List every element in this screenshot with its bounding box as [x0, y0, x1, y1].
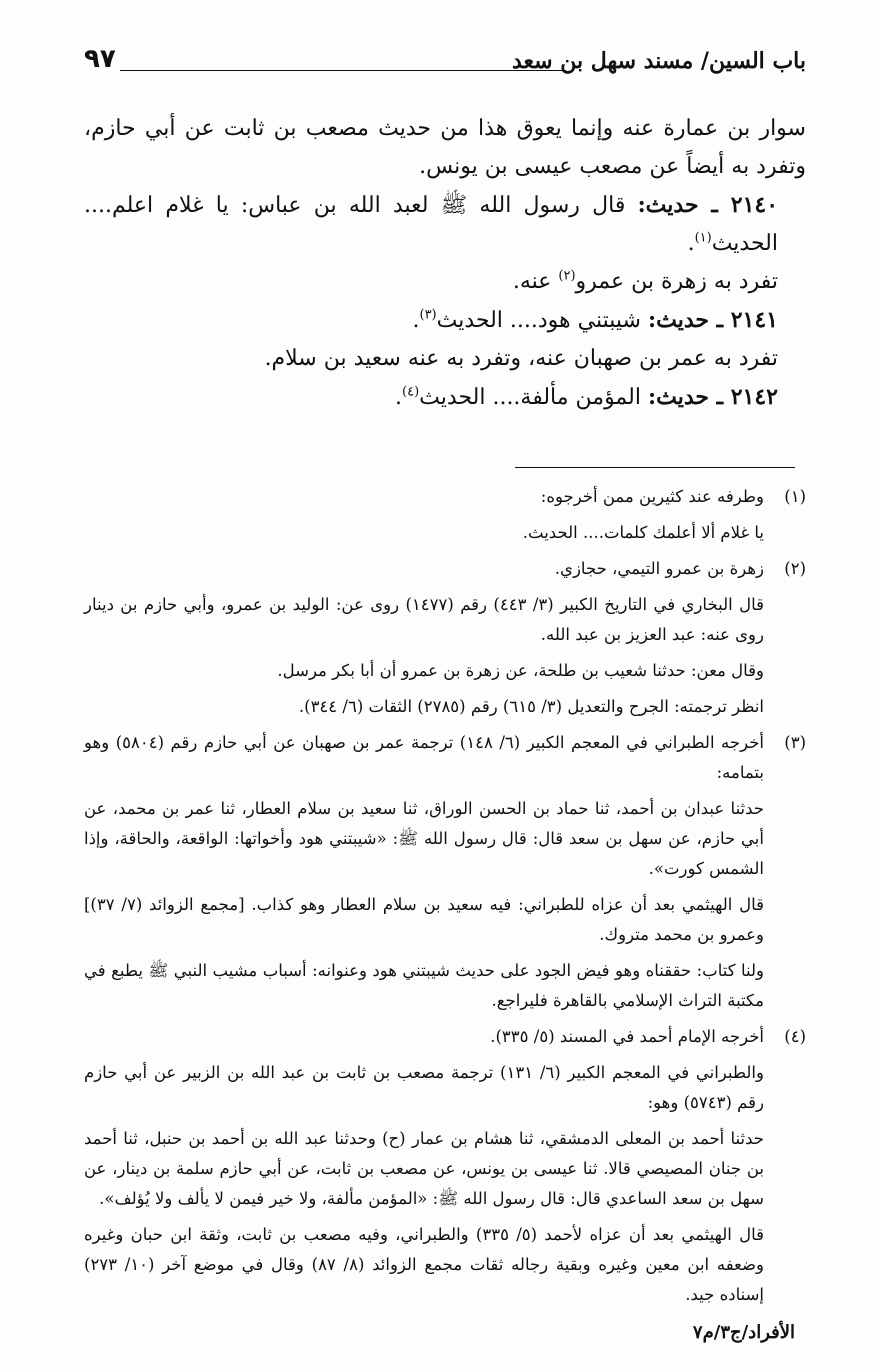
hadith-number: ٢١٤٠ ـ حديث:	[637, 192, 779, 218]
intro-paragraph: سوار بن عمارة عنه وإنما يعوق هذا من حديث مصعب بن ثابت عن أبي حازم، وتفرد به أيضاً عن مصعب عيسى بن يونس.	[84, 116, 806, 179]
header-rule	[120, 70, 566, 71]
main-text	[84, 110, 806, 417]
running-header	[84, 44, 806, 78]
hadith-2141: ٢١٤١ ـ حديث: شيبتني هود.... الحديث$^{(٣)}$.	[412, 307, 778, 333]
footnotes	[84, 482, 806, 1316]
hadith-text: شيبتني هود.... الحديث	[436, 308, 641, 333]
footnote-2: (٢) زهرة بن عمرو التيمي، حجازي. قال البخاري في التاريخ الكبير (٣/ ٤٤٣) رقم (١٤٧٧) روى عن: الوليد بن عمرو، وأبي حازم بن دينار روى عنه: عبد العزيز بن عبد الله. وقال معن: حدثنا شعيب بن طلحة، عن زهرة بن عمرو أن أبا بكر مرسل. انظر ترجمته: الجرح والتعديل (٣/ ٦١٥) رقم (٢٧٨٥) الثقات (٦/ ٣٤٤).	[84, 554, 806, 722]
line-2140-note: تفرد به زهرة بن عمرو$^{(٢)}$ عنه.	[512, 268, 778, 294]
footnote-1: (١) وطرفه عند كثيرين ممن أخرجوه: يا غلام ألا أعلمك كلمات.... الحديث.	[84, 482, 806, 548]
footnote-ref: (١)	[694, 230, 712, 246]
footnote-mark: (٣)	[784, 733, 806, 752]
line-2141-note: تفرد به عمر بن صهبان عنه، وتفرد به عنه سعيد بن سلام.	[264, 346, 778, 371]
hadith-2142: ٢١٤٢ ـ حديث: المؤمن مألفة.... الحديث$^{(٤)}$.	[395, 384, 778, 410]
footnote-ref: (٢)	[558, 268, 576, 284]
footnote-4: (٤) أخرجه الإمام أحمد في المسند (٥/ ٣٣٥). والطبراني في المعجم الكبير (٦/ ١٣١) ترجمة مصعب بن ثابت بن عبد الله بن الزبير عن أبي حازم رقم (٥٧٤٣) وهو: حدثنا أحمد بن المعلى الدمشقي، ثنا هشام بن عمار (ح) وحدثنا عبد الله بن أحمد بن حنبل، ثنا أحمد بن جنان المصيصي قالا. ثنا عيسى بن يونس، عن مصعب بن ثابت، عن أبي حازم سلمة بن دينار، عن سهل بن سعد الساعدي قال: قال رسول الله ﷺ: «المؤمن مألفة، ولا خير فيمن لا يألف ولا يُؤلف». قال الهيثمي بعد أن عزاه لأحمد (٥/ ٣٣٥) والطبراني، وفيه مصعب بن ثابت، وثقة ابن حبان وغيره وضعفه ابن معين وغيره وبقية رجاله ثقات مجمع الزوائد (٨/ ٨٧) وقال في موضع آخر (١٠/ ٢٧٣) إسناده جيد.	[84, 1022, 806, 1310]
footnote-3: (٣) أخرجه الطبراني في المعجم الكبير (٦/ ١٤٨) ترجمة عمر بن صهبان عن أبي حازم رقم (٥٨٠٤) وهو بتمامه: حدثنا عبدان بن أحمد، ثنا حماد بن الحسن الوراق، ثنا سعيد بن سلام العطار، ثنا عمر بن محمد، عن أبي حازم، عن سهل بن سعد قال: قال رسول الله ﷺ: «شيبتني هود وأخواتها: الواقعة، والحاقة، وإذا الشمس كورت». قال الهيثمي بعد أن عزاه للطبراني: فيه سعيد بن سلام العطار وهو كذاب. [مجمع الزوائد (٧/ ٣٧)] وعمرو بن محمد متروك. ولنا كتاب: حققناه وهو فيض الجود على حديث شيبتني هود وعنوانه: أسباب مشيب النبي ﷺ يطبع في مكتبة التراث الإسلامي بالقاهرة فليراجع.	[84, 728, 806, 1016]
footnote-separator	[515, 467, 795, 468]
page-number: ٩٧	[84, 44, 116, 74]
hadith-number: ٢١٤١ ـ حديث:	[647, 307, 778, 333]
header-title: باب السين/ مسند سهل بن سعد	[512, 48, 806, 74]
footnote-mark: (٤)	[784, 1027, 806, 1046]
hadith-text: قال رسول الله ﷺ لعبد الله بن عباس: يا غلام اعلم.... الحديث	[84, 193, 778, 256]
signature-mark: الأفراد/ج٣/م٧	[692, 1322, 795, 1343]
hadith-number: ٢١٤٢ ـ حديث:	[647, 384, 778, 410]
footnote-mark: (١)	[784, 487, 806, 506]
hadith-text: المؤمن مألفة.... الحديث	[419, 385, 641, 410]
footnote-mark: (٢)	[784, 559, 806, 578]
hadith-2140: ٢١٤٠ ـ حديث: قال رسول الله ﷺ لعبد الله بن عباس: يا غلام اعلم.... الحديث$^{(١)}$.	[84, 192, 779, 256]
footnote-ref: (٣)	[419, 307, 437, 323]
footnote-ref: (٤)	[402, 384, 420, 400]
